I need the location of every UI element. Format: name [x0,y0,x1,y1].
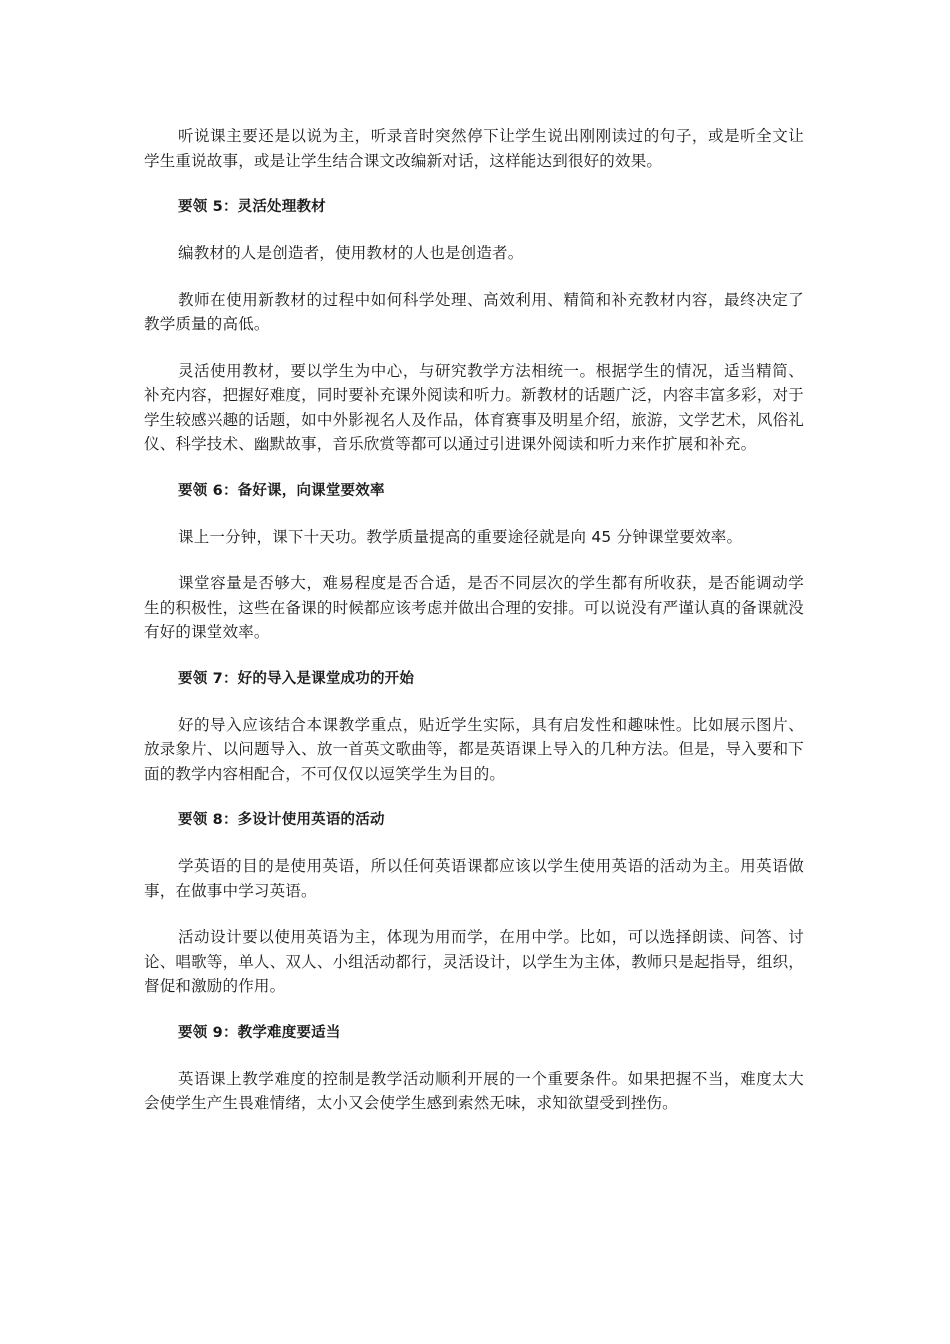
heading-title: ：多设计使用英语的活动 [222,812,385,828]
paragraph: 编教材的人是创造者，使用教材的人也是创造者。 [178,244,524,262]
document-page [144,124,804,1138]
section-heading [144,1021,804,1045]
paragraph: 听说课主要还是以说为主，听录音时突然停下让学生说出刚刚读过的句子，或是听全文让学生重说故事，或是让学生结合课文改编新对话，这样能达到很好的效果。 [144,127,804,170]
heading-prefix: 要领 [178,670,213,687]
heading-number: 6 [212,482,223,499]
heading-number: 9 [212,1024,223,1041]
paragraph: 活动设计要以使用英语为主，体现为用而学，在用中学。比如，可以选择朗读、问答、讨论、唱歌等，单人、双人、小组活动都行，灵活设计，以学生为主体，教师只是起指导，组织，督促和激励的作用。 [144,928,804,995]
section-heading [144,808,804,832]
heading-prefix: 要领 [178,1024,213,1041]
paragraph: 课上一分钟，课下十天功。教学质量提高的重要途径就是向 45 分钟课堂要效率。 [178,527,743,546]
paragraph: 灵活使用教材，要以学生为中心，与研究教学方法相统一。根据学生的情况，适当精简、补充内容，把握好难度，同时要补充课外阅读和听力。新教材的话题广泛，内容丰富多彩，对于学生较感兴趣的话题，如中外影视名人及作品，体育赛事及明星介绍，旅游，文学艺术，风俗礼仪、科学技术、幽默故事，音乐欣赏等都可以通过引进课外阅读和听力来作扩展和补充。 [144,361,804,453]
heading-prefix: 要领 [178,482,213,499]
heading-title: ：备好课，向课堂要效率 [222,482,385,499]
heading-prefix: 要领 [178,812,213,828]
paragraph: 学英语的目的是使用英语，所以任何英语课都应该以学生使用英语的活动为主。用英语做事，在做事中学习英语。 [144,857,804,900]
paragraph: 课堂容量是否够大，难易程度是否合适，是否不同层次的学生都有所收获，是否能调动学生的积极性，这些在备课的时候都应该考虑并做出合理的安排。可以说没有严谨认真的备课就没有好的课堂效率。 [144,574,804,641]
heading-number: 7 [212,670,223,687]
heading-number: 8 [212,812,223,828]
section-heading [144,195,804,219]
paragraph: 好的导入应该结合本课教学重点，贴近学生实际，具有启发性和趣味性。比如展示图片、放录象片、以问题导入、放一首英文歌曲等，都是英语课上导入的几种方法。但是，导入要和下面的教学内容相配合，不可仅仅以逗笑学生为目的。 [144,715,804,783]
heading-title: ：教学难度要适当 [222,1024,341,1041]
paragraph: 教师在使用新教材的过程中如何科学处理、高效利用、精简和补充教材内容，最终决定了教学质量的高低。 [144,290,804,333]
heading-title: ：好的导入是课堂成功的开始 [222,670,415,687]
heading-number: 5 [212,199,223,215]
heading-title: ：灵活处理教材 [222,199,326,215]
heading-prefix: 要领 [178,199,213,215]
paragraph: 英语课上教学难度的控制是教学活动顺利开展的一个重要条件。如果把握不当，难度太大会使学生产生畏难情绪，太小又会使学生感到索然无味，求知欲望受到挫伤。 [144,1069,804,1112]
section-heading [144,667,804,691]
section-heading [144,479,804,503]
